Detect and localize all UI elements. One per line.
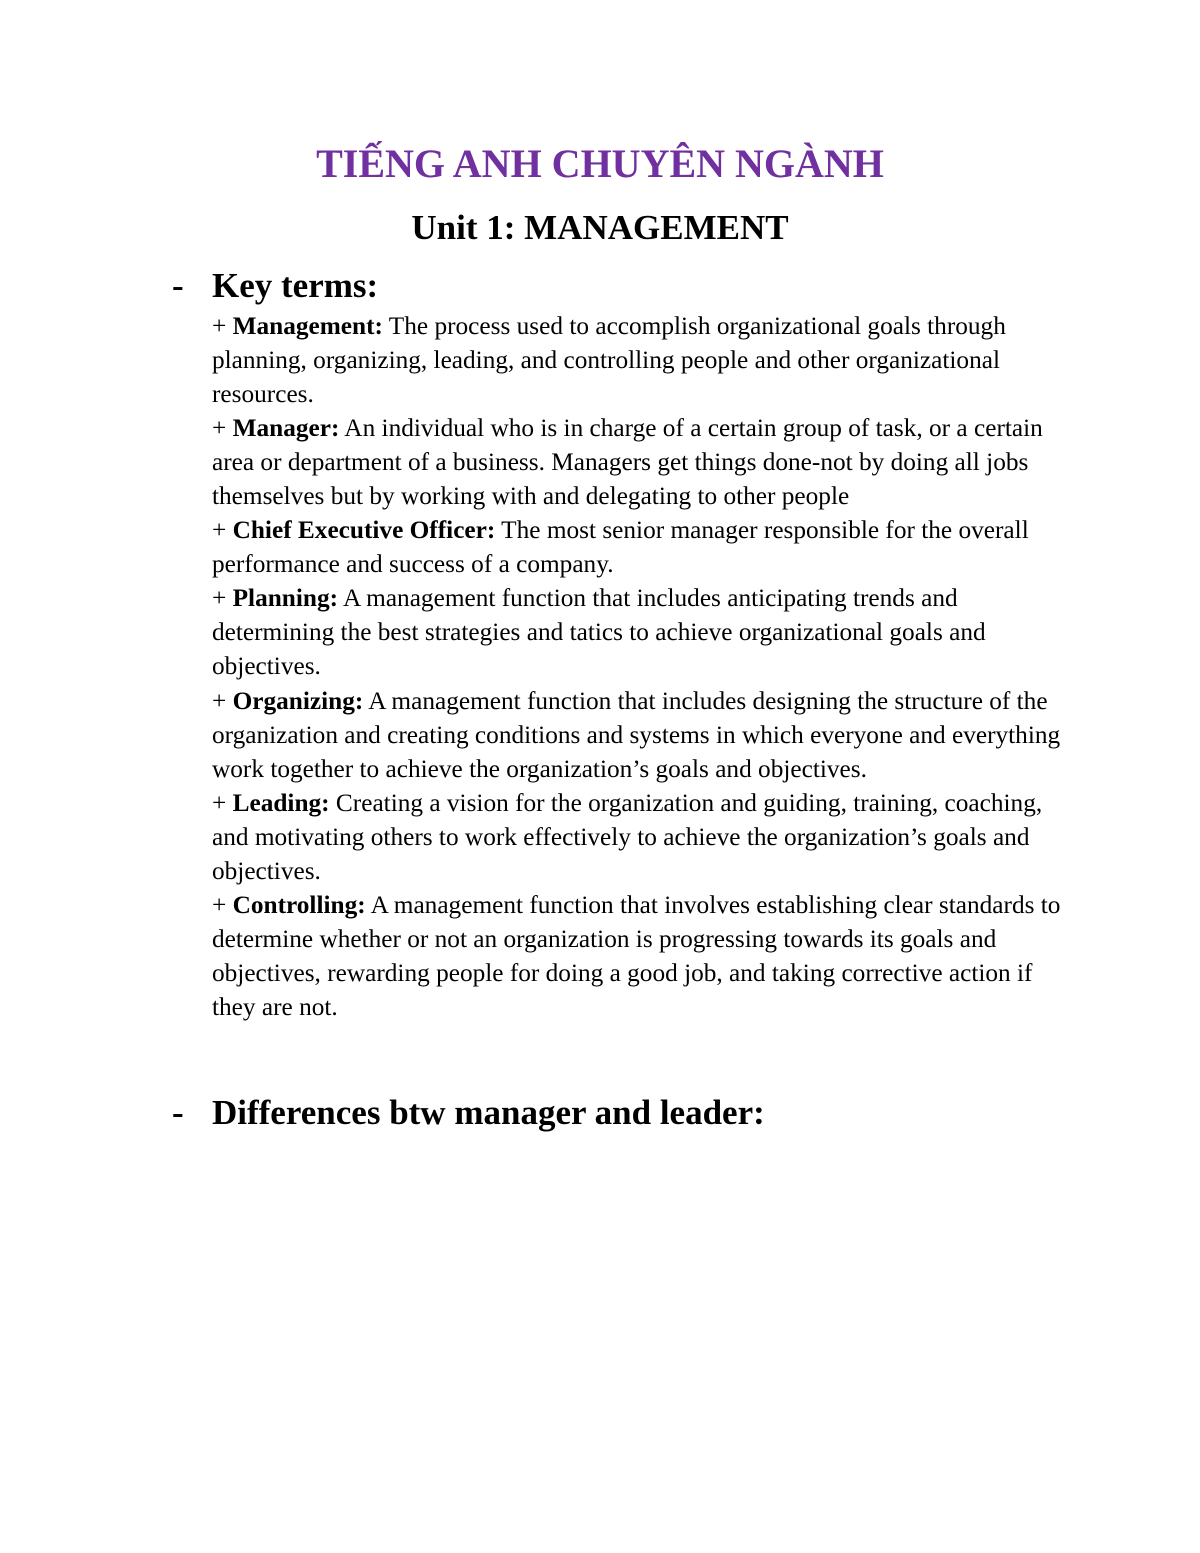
section-heading: Key terms: [212, 266, 379, 305]
term-prefix: + [212, 890, 233, 919]
term-prefix: + [212, 414, 233, 443]
unit-heading: Unit 1: MANAGEMENT [411, 208, 789, 247]
key-terms-list [212, 309, 1072, 1024]
term-name: Leading: [232, 788, 330, 817]
term-name: Management: [232, 312, 383, 340]
term-definition: A management function that includes anticipating trends and determining the best strategies and tatics to achieve organizational goals and objectives. [212, 584, 986, 681]
section-bullet: - [172, 266, 184, 305]
document-title: TIẾNG ANH CHUYÊN NGÀNH [316, 141, 884, 186]
term-item [212, 786, 1072, 888]
section-heading: Differences btw manager and leader: [212, 1093, 765, 1132]
term-name: Organizing: [232, 686, 364, 715]
section-bullet: - [172, 1093, 184, 1132]
term-prefix: + [212, 584, 233, 613]
term-definition: The process used to accomplish organizational goals through planning, organizing, leading, and controlling people and other organizational resources. [212, 312, 1006, 409]
term-name: Manager: [232, 414, 340, 443]
term-item [212, 581, 1072, 683]
term-prefix: + [212, 312, 233, 340]
term-item [212, 513, 1072, 581]
term-definition: A management function that includes designing the structure of the organization and creating conditions and systems in which everyone and everything work together to achieve the organization’s goals and objectives. [212, 686, 1061, 783]
term-item [212, 684, 1072, 786]
term-item [212, 888, 1072, 1024]
term-prefix: + [212, 686, 233, 715]
term-item [212, 411, 1072, 513]
term-prefix: + [212, 516, 233, 545]
term-name: Planning: [232, 584, 339, 613]
term-definition: A management function that involves establishing clear standards to determine whether or not an organization is progressing towards its goals and objectives, rewarding people for doing a good job, and taking corrective action if they are not. [212, 890, 1061, 1021]
term-prefix: + [212, 788, 233, 817]
section-differences [172, 1091, 1072, 1135]
term-definition: An individual who is in charge of a certain group of task, or a certain area or department of a business. Managers get things done-not by doing all jobs themselves but by working with and delegating to other people [212, 414, 1043, 511]
section-key-terms [172, 264, 1072, 308]
term-item [212, 309, 1072, 411]
term-definition: The most senior manager responsible for the overall performance and success of a company. [212, 516, 1029, 579]
term-name: Controlling: [232, 890, 366, 919]
term-name: Chief Executive Officer: [232, 516, 496, 545]
term-definition: Creating a vision for the organization and guiding, training, coaching, and motivating others to work effectively to achieve the organization’s goals and objectives. [212, 788, 1043, 885]
